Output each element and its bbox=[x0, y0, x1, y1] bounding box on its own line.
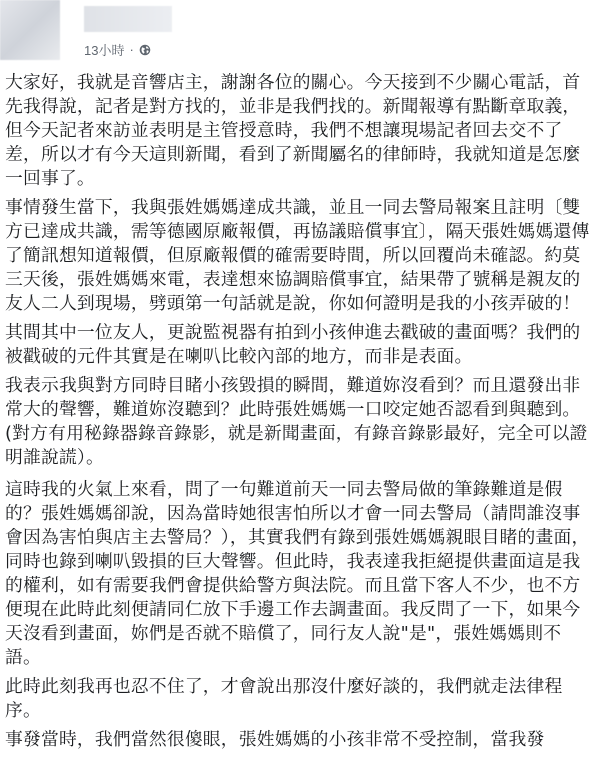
post-paragraph: 此時此刻我再也忍不住了，才會說出那沒什麼好談的，我們就走法律程序。 bbox=[5, 676, 563, 721]
post-paragraph: 其間其中一位友人，更說監視器有拍到小孩伸進去戳破的畫面嗎？我們的被戳破的元件其實是在喇叭比較內部的地方，而非是表面。 bbox=[5, 322, 581, 367]
post-paragraph: 我表示我與對方同時目睹小孩毀損的瞬間，難道妳沒看到？而且還發出非常大的聲響，難道妳沒聽到？此時張姓媽媽一口咬定她否認看到與聽到。(對方有用秘錄器錄音錄影，就是新聞畫面，有錄音錄影最好，完全可以證明誰說謊）。 bbox=[5, 375, 588, 468]
post-paragraph: 這時我的火氣上來看，問了一句難道前天一同去警局做的筆錄難道是假的？張姓媽媽卻說，因為當時她很害怕所以才會一同去警局（請問誰沒事會因為害怕與店主去警局？），其實我們有錄到張姓媽媽親眼目睹的畫面，同時也錄到喇叭毀損的巨大聲響。但此時，我表達我拒絕提供畫面這是我的權利，如有需要我們會提供給警方與法院。而且當下客人不少，也不方便現在此時此刻便請同仁放下手邊工作去調畫面。我反問了一下，如果今天沒看到畫面，妳們是否就不賠償了，同行友人說"是"，張姓媽媽則不語。 bbox=[5, 479, 590, 668]
post-paragraph: 大家好，我就是音響店主，謝謝各位的關心。今天接到不少關心電話，首先我得說，記者是對方找的，並非是我們找的。新聞報導有點斷章取義，但今天記者來訪並表明是主管授意時，我們不想讓現場記者回去交不了差，所以才有今天這則新聞，看到了新聞屬名的律師時，我就知道是怎麼一回事了。 bbox=[5, 72, 581, 189]
author-name-redacted[interactable] bbox=[84, 6, 172, 32]
post-paragraph: 事發當時，我們當然很傻眼，張姓媽媽的小孩非常不受控制，當我發 bbox=[5, 729, 545, 750]
avatar[interactable] bbox=[0, 0, 60, 60]
post-paragraph: 事情發生當下，我與張姓媽媽達成共識，並且一同去警局報案且註明〔雙方已達成共識，需等德國原廠報價，再協議賠償事宜〕，隔天張姓媽媽還傳了簡訊想知道報價，但原廠報價的確需要時間，所以回覆尚未確認。約莫三天後，張姓媽媽來電，表達想來協調賠償事宜，結果帶了號稱是親友的友人二人到現場，劈頭第一句話就是說，你如何證明是我的小孩弄破的！ bbox=[5, 197, 590, 314]
meta-separator: · bbox=[129, 42, 134, 57]
post-header bbox=[0, 0, 596, 68]
post-timestamp[interactable]: 13小時 bbox=[84, 43, 125, 58]
post-body bbox=[5, 71, 593, 752]
globe-icon[interactable] bbox=[139, 44, 151, 56]
post-meta bbox=[72, 40, 151, 59]
